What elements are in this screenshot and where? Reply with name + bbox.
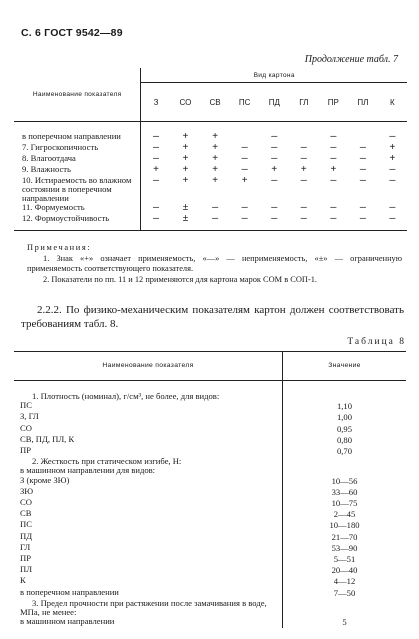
indicator-name: 12. Формоустойчивость bbox=[14, 214, 141, 225]
applicability-mark: — bbox=[330, 132, 337, 143]
table-row bbox=[14, 543, 406, 554]
table7-column-header: ПД bbox=[260, 83, 290, 122]
applicability-mark: — bbox=[389, 132, 396, 143]
table-continuation-label: Продолжение табл. 7 bbox=[304, 54, 398, 65]
applicability-mark: — bbox=[241, 154, 248, 165]
table-7 bbox=[14, 68, 407, 231]
applicability-mark: ± bbox=[182, 203, 189, 214]
applicability-mark: + bbox=[389, 154, 396, 165]
indicator-name: в поперечном направлении bbox=[14, 132, 141, 143]
table-row bbox=[14, 554, 406, 565]
applicability-mark bbox=[289, 132, 318, 143]
indicator-value: 5 bbox=[342, 617, 347, 628]
applicability-mark: — bbox=[271, 154, 278, 165]
paragraph-2-2-2: 2.2.2. По физико-механическим показателям картон должен соответствовать требованиям табл. 8. bbox=[21, 304, 404, 330]
table7-name-header: Наименование показателя bbox=[14, 68, 141, 122]
applicability-mark: + bbox=[389, 143, 396, 154]
applicability-mark: + bbox=[271, 165, 278, 176]
applicability-mark: — bbox=[389, 203, 396, 214]
indicator-value: 21—70 bbox=[331, 531, 358, 542]
applicability-mark: — bbox=[359, 154, 366, 165]
indicator-value bbox=[283, 392, 407, 401]
indicator-name: в машинном направлении для видов: bbox=[14, 466, 283, 475]
applicability-mark: — bbox=[330, 154, 337, 165]
indicator-name: ПС bbox=[14, 401, 283, 412]
indicator-name: 2. Жесткость при статическом изгибе, Н: bbox=[14, 457, 283, 466]
applicability-mark: + bbox=[182, 176, 189, 187]
applicability-mark: — bbox=[241, 165, 248, 176]
indicator-value: 20—40 bbox=[331, 565, 358, 576]
table8-body bbox=[14, 381, 406, 629]
applicability-mark: — bbox=[389, 165, 396, 176]
note-item: 2. Показатели по пп. 11 и 12 применяются для картона марок СОМ в СОП-1. bbox=[43, 274, 318, 284]
spacer-cell bbox=[200, 122, 230, 133]
spacer-cell bbox=[378, 122, 407, 133]
page-header: С. 6 ГОСТ 9542—89 bbox=[21, 27, 123, 39]
indicator-name: К bbox=[14, 576, 283, 587]
indicator-value: 33—60 bbox=[331, 486, 358, 497]
applicability-mark: — bbox=[241, 143, 248, 154]
applicability-mark: + bbox=[212, 132, 219, 143]
indicator-value: 2—45 bbox=[333, 509, 356, 520]
indicator-value bbox=[283, 599, 407, 617]
indicator-name: З, ГЛ bbox=[14, 412, 283, 423]
applicability-mark bbox=[230, 132, 260, 143]
applicability-mark: — bbox=[153, 214, 160, 225]
applicability-mark: + bbox=[212, 165, 219, 176]
spacer-cell bbox=[260, 122, 290, 133]
applicability-mark: + bbox=[182, 132, 189, 143]
indicator-value: 4—12 bbox=[333, 576, 356, 587]
table-row bbox=[14, 487, 406, 498]
table-row bbox=[14, 565, 406, 576]
indicator-name: ПР bbox=[14, 554, 283, 565]
applicability-mark: — bbox=[389, 176, 396, 187]
table7-column-header: СО bbox=[171, 83, 201, 122]
applicability-mark: — bbox=[153, 176, 160, 187]
applicability-mark: — bbox=[330, 214, 337, 225]
table-row bbox=[14, 435, 406, 446]
applicability-mark: + bbox=[330, 165, 337, 176]
table7-group-header: Вид картона bbox=[141, 68, 407, 83]
table8-name-header: Наименование показателя bbox=[14, 352, 283, 381]
indicator-value: 5—51 bbox=[333, 554, 356, 565]
table-row bbox=[14, 154, 407, 165]
table-row bbox=[14, 576, 406, 587]
applicability-mark: + bbox=[153, 165, 160, 176]
indicator-name: 7. Гигроскопичность bbox=[14, 143, 141, 154]
spacer-cell bbox=[230, 122, 260, 133]
indicator-name: ПС bbox=[14, 520, 283, 531]
applicability-mark: — bbox=[271, 214, 278, 225]
table8-title: Таблица 8 bbox=[347, 337, 406, 347]
applicability-mark: — bbox=[330, 176, 337, 187]
applicability-mark: — bbox=[300, 176, 307, 187]
table-row bbox=[14, 392, 406, 401]
indicator-value: 53—90 bbox=[331, 542, 358, 553]
applicability-mark: — bbox=[153, 132, 160, 143]
indicator-name: 1. Плотность (номинал), г/см³, не более, для видов: bbox=[14, 392, 283, 401]
indicator-name: З (кроме ЗЮ) bbox=[14, 476, 283, 487]
applicability-mark: — bbox=[271, 176, 278, 187]
indicator-name: СВ, ПД, ПЛ, К bbox=[14, 435, 283, 446]
applicability-mark: — bbox=[212, 214, 219, 225]
applicability-mark: — bbox=[359, 176, 366, 187]
applicability-mark: — bbox=[389, 214, 396, 225]
applicability-mark: ± bbox=[182, 214, 189, 225]
table-row bbox=[14, 509, 406, 520]
bottom-rule bbox=[141, 225, 407, 231]
spacer-cell bbox=[141, 122, 171, 133]
table-row bbox=[14, 498, 406, 509]
indicator-value bbox=[283, 466, 407, 475]
table7-column-header: ПР bbox=[319, 83, 349, 122]
indicator-name: СО bbox=[14, 498, 283, 509]
indicator-value bbox=[283, 457, 407, 466]
applicability-mark: + bbox=[182, 154, 189, 165]
table-row bbox=[14, 599, 406, 617]
indicator-value: 0,80 bbox=[336, 434, 353, 445]
indicator-name: 10. Истираемость во влажном состоянии в поперечном направлении bbox=[14, 176, 141, 203]
indicator-value: 0,95 bbox=[336, 423, 353, 434]
applicability-mark: — bbox=[271, 143, 278, 154]
spacer-cell bbox=[289, 122, 318, 133]
indicator-value: 1,10 bbox=[336, 401, 353, 412]
applicability-mark: — bbox=[359, 165, 366, 176]
applicability-mark: + bbox=[300, 165, 307, 176]
indicator-value: 7—50 bbox=[333, 587, 356, 598]
table7-body bbox=[14, 122, 407, 231]
table7-column-header: ГЛ bbox=[289, 83, 318, 122]
applicability-mark: + bbox=[182, 165, 189, 176]
table-row bbox=[14, 401, 406, 412]
indicator-value: 0,70 bbox=[336, 446, 353, 457]
applicability-mark: — bbox=[271, 203, 278, 214]
spacer-cell bbox=[319, 122, 349, 133]
table-row bbox=[14, 466, 406, 475]
table-row bbox=[14, 617, 406, 628]
indicator-name: в поперечном направлении bbox=[14, 588, 283, 599]
applicability-mark: — bbox=[241, 214, 248, 225]
indicator-name: ГЛ bbox=[14, 543, 283, 554]
indicator-value: 10—180 bbox=[329, 520, 360, 531]
indicator-name: ПЛ bbox=[14, 565, 283, 576]
applicability-mark: — bbox=[300, 214, 307, 225]
table8-value-header: Значение bbox=[283, 352, 407, 381]
applicability-mark: + bbox=[212, 143, 219, 154]
indicator-name: 8. Влагоотдача bbox=[14, 154, 141, 165]
indicator-value: 10—75 bbox=[331, 498, 358, 509]
applicability-mark: + bbox=[212, 154, 219, 165]
applicability-mark: — bbox=[212, 203, 219, 214]
applicability-mark: + bbox=[182, 143, 189, 154]
notes-title: Примечания: bbox=[27, 243, 92, 252]
indicator-name: СВ bbox=[14, 509, 283, 520]
table7-column-header: К bbox=[378, 83, 407, 122]
applicability-mark: — bbox=[153, 154, 160, 165]
table7-column-header: З bbox=[141, 83, 171, 122]
table-8 bbox=[14, 351, 406, 628]
table-row bbox=[14, 532, 406, 543]
applicability-mark: — bbox=[300, 203, 307, 214]
applicability-mark: — bbox=[241, 203, 248, 214]
spacer-cell bbox=[283, 381, 407, 393]
indicator-name: ЗЮ bbox=[14, 487, 283, 498]
applicability-mark: — bbox=[300, 143, 307, 154]
applicability-mark: — bbox=[153, 203, 160, 214]
bottom-rule bbox=[14, 225, 141, 231]
applicability-mark: — bbox=[330, 203, 337, 214]
table7-column-header: ПС bbox=[230, 83, 260, 122]
spacer-cell bbox=[171, 122, 201, 133]
table-row bbox=[14, 176, 407, 203]
indicator-name: ПД bbox=[14, 532, 283, 543]
applicability-mark: — bbox=[153, 143, 160, 154]
notes-block bbox=[27, 243, 402, 285]
indicator-value: 10—56 bbox=[331, 475, 358, 486]
table-row bbox=[14, 412, 406, 423]
applicability-mark: + bbox=[241, 176, 248, 187]
applicability-mark: — bbox=[359, 214, 366, 225]
spacer-cell bbox=[348, 122, 378, 133]
applicability-mark: — bbox=[271, 132, 278, 143]
applicability-mark: — bbox=[300, 154, 307, 165]
applicability-mark: — bbox=[359, 203, 366, 214]
indicator-name: СО bbox=[14, 424, 283, 435]
table7-column-header: СВ bbox=[200, 83, 230, 122]
table-row bbox=[14, 476, 406, 487]
indicator-name: ПР bbox=[14, 446, 283, 457]
indicator-name: 3. Предел прочности при растяжении после замачивания в воде, МПа, не менее: bbox=[14, 599, 283, 617]
indicator-name: 11. Формуемость bbox=[14, 203, 141, 214]
applicability-mark bbox=[348, 132, 378, 143]
indicator-name: в машинном направлении bbox=[14, 617, 283, 628]
indicator-value: 1,00 bbox=[336, 412, 353, 423]
applicability-mark: — bbox=[330, 143, 337, 154]
indicator-name: 9. Влажность bbox=[14, 165, 141, 176]
table-row bbox=[14, 214, 407, 225]
table7-column-header: ПЛ bbox=[348, 83, 378, 122]
note-item: 1. Знак «+» означает применяемость, «—» — неприменяемость, «±» — ограниченную применяемость соответствующего показателя. bbox=[27, 253, 402, 273]
applicability-mark: + bbox=[212, 176, 219, 187]
applicability-mark: — bbox=[359, 143, 366, 154]
table-row bbox=[14, 520, 406, 531]
